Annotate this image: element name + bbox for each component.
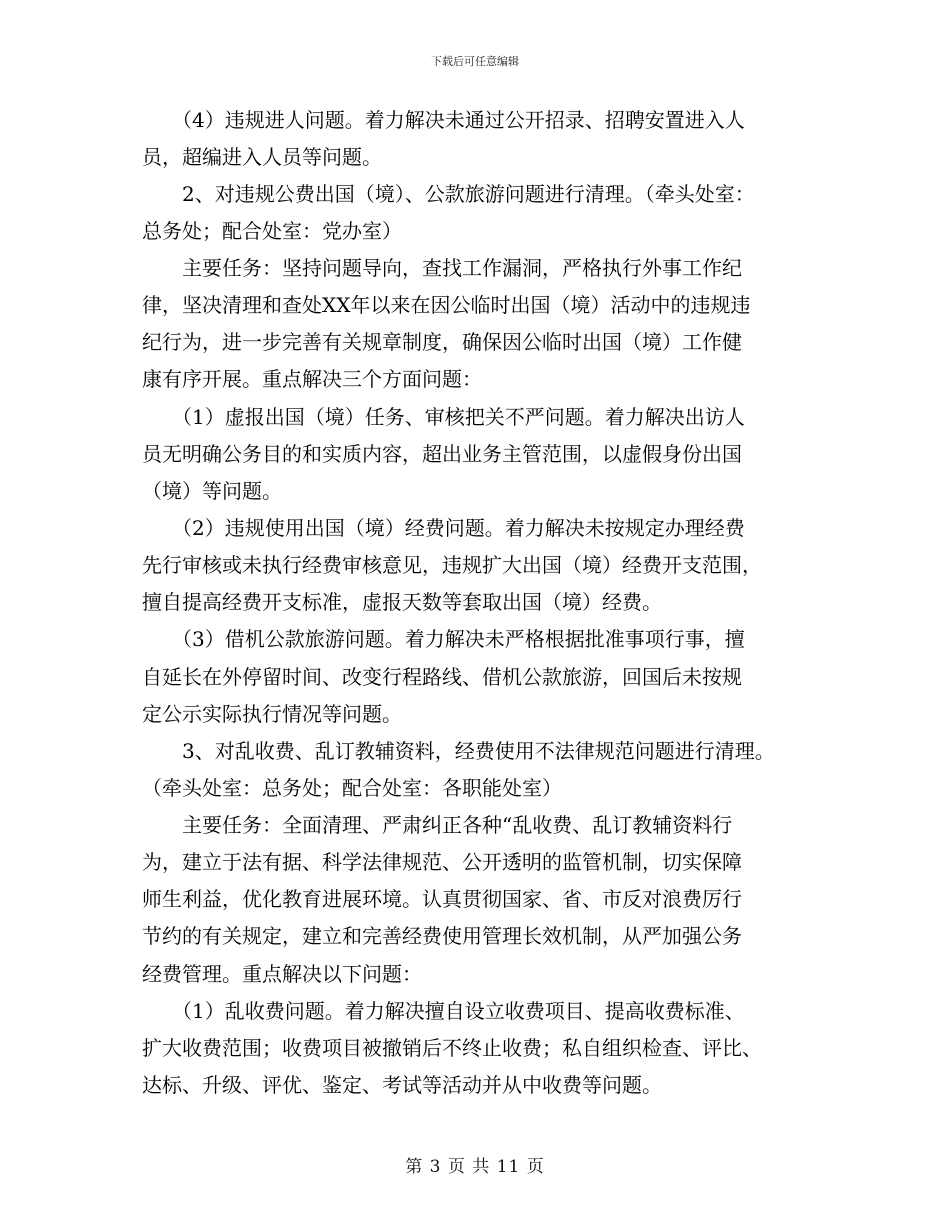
text-line: （牵头处室：总务处；配合处室：各职能处室） [142, 776, 562, 800]
text-line: （1）虚报出国（境）任务、审核把关不严问题。着力解决出访人 [142, 405, 745, 429]
text-line: 律，坚决清理和查处XX年以来在因公临时出国（境）活动中的违规违 [142, 293, 751, 317]
page-number-footer: 第 3 页 共 11 页 [405, 1157, 545, 1177]
text-line: 经费管理。重点解决以下问题： [142, 962, 422, 986]
text-line: （1）乱收费问题。着力解决擅自设立收费项目、提高收费标准、 [142, 999, 745, 1023]
text-line: 擅自提高经费开支标准，虚报天数等套取出国（境）经费。 [142, 590, 662, 614]
text-line: 自延长在外停留时间、改变行程路线、借机公款旅游，回国后未按规 [142, 665, 742, 689]
text-line: 定公示实际执行情况等问题。 [142, 702, 402, 726]
text-line: 2、对违规公费出国（境）、公款旅游问题进行清理。（牵头处室： [142, 182, 755, 206]
text-line: 主要任务：全面清理、严肃纠正各种“乱收费、乱订教辅资料行 [142, 813, 733, 837]
text-line: 员无明确公务目的和实质内容，超出业务主管范围，以虚假身份出国 [142, 442, 742, 466]
text-line: （境）等问题。 [142, 479, 282, 503]
text-line: 总务处；配合处室：党办室） [142, 219, 402, 243]
text-line: 员，超编进入人员等问题。 [142, 145, 382, 169]
text-line: 为，建立于法有据、科学法律规范、公开透明的监管机制，切实保障 [142, 850, 742, 874]
text-line: （2）违规使用出国（境）经费问题。着力解决未按规定办理经费 [142, 516, 745, 540]
text-line: （4）违规进人问题。着力解决未通过公开招录、招聘安置进入人 [142, 108, 745, 132]
page-header: 下载后可任意编辑 [431, 55, 519, 68]
text-line: 达标、升级、评优、鉴定、考试等活动并从中收费等问题。 [142, 1073, 662, 1097]
text-line: 主要任务：坚持问题导向，查找工作漏洞，严格执行外事工作纪 [142, 256, 742, 280]
text-line: 扩大收费范围；收费项目被撤销后不终止收费；私自组织检查、评比、 [142, 1036, 762, 1060]
text-line: 康有序开展。重点解决三个方面问题： [142, 367, 482, 391]
text-line: 纪行为，进一步完善有关规章制度，确保因公临时出国（境）工作健 [142, 330, 742, 354]
text-line: （3）借机公款旅游问题。着力解决未严格根据批准事项行事，擅 [142, 627, 745, 651]
text-line: 先行审核或未执行经费审核意见，违规扩大出国（境）经费开支范围， [142, 553, 762, 577]
text-line: 师生利益，优化教育进展环境。认真贯彻国家、省、市反对浪费厉行 [142, 887, 742, 911]
text-line: 3、对乱收费、乱订教辅资料，经费使用不法律规范问题进行清理。 [142, 739, 775, 763]
text-line: 节约的有关规定，建立和完善经费使用管理长效机制，从严加强公务 [142, 924, 742, 948]
